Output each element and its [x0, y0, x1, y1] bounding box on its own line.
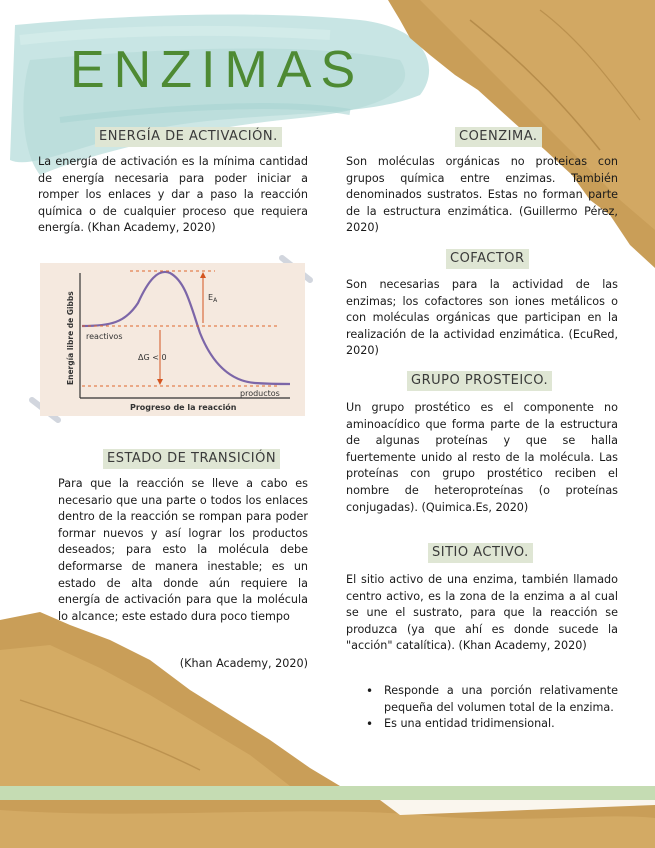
- coenzyme-text: Son moléculas orgánicas no proteicas con grupos química entre enzimas. También denominados sustratos. Estas no forman parte de la estructura enzimática. (Guillermo Pérez, 2020): [346, 155, 618, 235]
- active-site-bullets: [364, 683, 618, 733]
- transition-state-text: Para que la reacción se lleve a cabo es necesario que una parte o todos los enlaces dentro de la reacción se rompan para poder formar nuevos y así lograr los productos deseados; para esto la molécula debe deformarse de manera inestable; es un estado de alta donde aún requiere la energía de activación para que la molécula lo alcance; este estado dura poco tiempo: [58, 477, 308, 623]
- y-axis-label: Energía libre de Gibbs: [66, 291, 75, 385]
- ea-label: $E_A$: [208, 293, 218, 304]
- activation-energy-text: La energía de activación es la mínima cantidad de energía necesaria para poder iniciar a romper los enlaces y dar a paso la reacción química o de cualquier proceso que requiera energía. (Khan Academy, 2020): [38, 155, 308, 235]
- prosthetic-group-text: Un grupo prostético es el componente no aminoacídico que forma parte de la estructura de algunas proteínas y que se halla fuertemente unido al resto de la molécula. Las proteínas con grupo prostético reciben el nombre de heteroproteínas (o proteínas conjugadas). (Quimica.Es, 2020): [346, 401, 618, 514]
- activation-energy-graph: [40, 263, 305, 416]
- transition-state-citation: (Khan Academy, 2020): [179, 657, 308, 670]
- active-site-text: El sitio activo de una enzima, también llamado centro activo, es la zona de la enzima a al cual se une el sustrato, para que la reacción se produzca (ya que ahí es donde sucede la "acción" catalítica). (Khan Academy, 2020): [346, 573, 618, 653]
- heading-prosthetic-group: GRUPO PROSTEICO.: [407, 371, 552, 391]
- heading-cofactor: COFACTOR: [446, 249, 529, 269]
- heading-transition-state: ESTADO DE TRANSICIÓN: [103, 449, 280, 469]
- cofactor-text: Son necesarias para la actividad de las enzimas; los cofactores son iones metálicos o con moléculas orgánicas que participan en la realización de la actividad enzimática. (EcuRed, 2020): [346, 278, 618, 358]
- x-axis-label: Progreso de la reacción: [130, 403, 237, 412]
- heading-activation-energy: ENERGÍA DE ACTIVACIÓN.: [95, 127, 282, 147]
- reactants-label: reactivos: [86, 332, 123, 341]
- list-item: • Es una entidad tridimensional.: [364, 716, 618, 733]
- heading-coenzyme: COENZIMA.: [455, 127, 542, 147]
- delta-g-label: ΔG < 0: [138, 353, 167, 362]
- products-label: productos: [240, 389, 280, 398]
- heading-active-site: SITIO ACTIVO.: [428, 543, 533, 563]
- page-title: ENZIMAS: [70, 41, 365, 99]
- list-item: • Responde a una porción relativamente pequeña del volumen total de la enzima.: [364, 683, 618, 716]
- footer-band: [0, 786, 655, 800]
